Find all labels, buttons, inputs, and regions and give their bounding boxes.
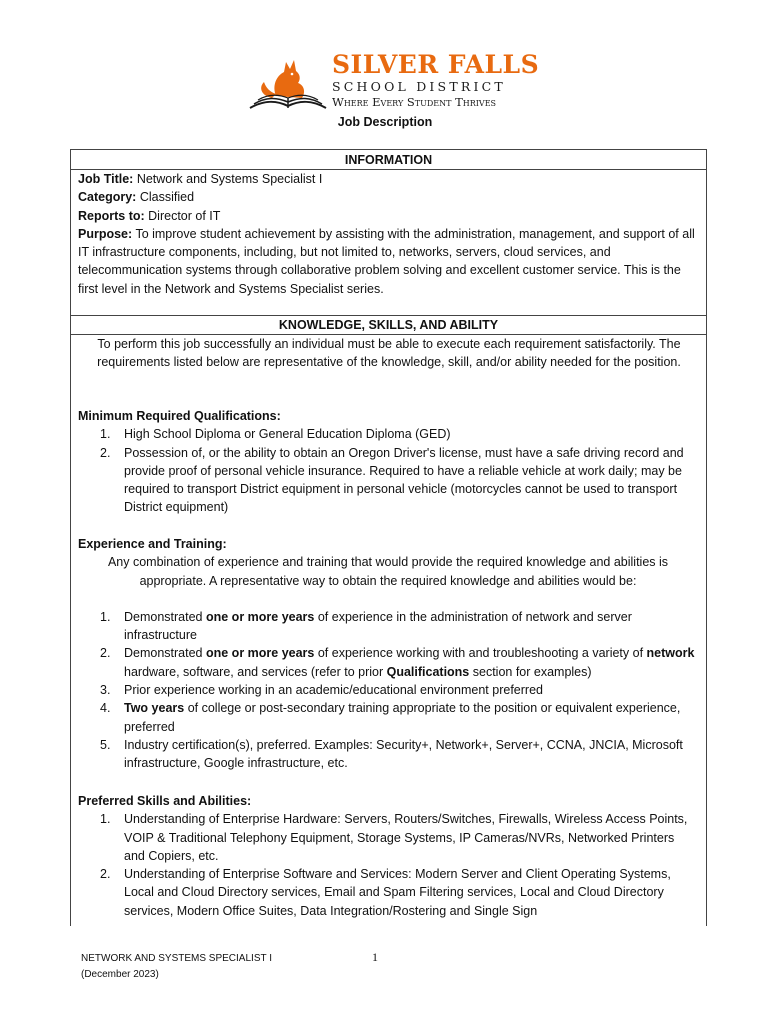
min-quals-heading: Minimum Required Qualifications: — [78, 409, 281, 423]
list-item — [78, 736, 698, 773]
reports-to-value: Director of IT — [148, 208, 221, 223]
preferred-heading: Preferred Skills and Abilities: — [78, 794, 252, 808]
page-number: 1 — [372, 950, 378, 964]
list-number: 5. — [100, 737, 111, 752]
reports-to-label: Reports to: — [78, 208, 145, 223]
list-number: 4. — [100, 701, 111, 716]
reports-to-line — [78, 207, 698, 225]
ksa-heading: KNOWLEDGE, SKILLS, AND ABILITY — [278, 318, 499, 332]
list-text: section for examples) — [469, 664, 592, 679]
list-item — [78, 608, 698, 645]
list-item — [78, 810, 694, 865]
footer — [81, 951, 272, 983]
brand-name: SILVER FALLS — [332, 50, 540, 79]
list-item — [78, 444, 698, 517]
list-text: Demonstrated — [124, 646, 206, 661]
purpose-label: Purpose: — [78, 226, 133, 241]
job-title-line — [78, 170, 698, 188]
job-title-label: Job Title: — [78, 172, 134, 186]
footer-title: NETWORK AND SYSTEMS SPECIALIST I — [81, 953, 272, 964]
list-number: 2. — [100, 867, 111, 882]
list-text: Understanding of Enterprise Hardware: Servers, Routers/Switches, Firewalls, Wireless Access Points, VOIP & Traditional Telephony Equipment, Storage Systems, IP Cameras/NVRs, Networked Printers and Copiers, etc. — [124, 812, 688, 863]
purpose-line — [78, 225, 698, 298]
district-logo — [246, 50, 540, 114]
list-number: 3. — [100, 683, 111, 698]
job-description-table — [70, 149, 707, 926]
list-item — [78, 425, 698, 443]
list-text: of college or post-secondary training appropriate to the position or equivalent experience, preferred — [124, 701, 681, 734]
list-text: Possession of, or the ability to obtain an Oregon Driver's license, must have a safe driving record and provide proof of personal vehicle insurance. Required to have a reliable vehicle at work daily; may be required to transport District equipment in personal vehicle (motorcycles cannot be used to transport District equipment) — [124, 445, 684, 515]
list-text-bold: Two years — [124, 701, 185, 716]
list-text: of experience working with and troubleshooting a variety of — [314, 646, 647, 661]
list-item — [78, 644, 698, 681]
list-item — [78, 699, 698, 736]
min-quals-section — [78, 407, 698, 517]
list-number: 1. — [100, 812, 111, 827]
experience-section — [78, 535, 698, 773]
list-text: Understanding of Enterprise Software and Services: Modern Server and Client Operating Systems, Local and Cloud Directory services, Email and Spam Filtering services, Local and Cloud Directory services, Modern Office Suites, Data Integration/Rostering and Single Sign — [124, 867, 671, 918]
list-text-bold: Qualifications — [386, 664, 470, 679]
purpose-text: To improve student achievement by assisting with the administration, management, and support of all IT infrastructure components, including, but not limited to, networks, servers, cloud services, and telecommunication systems through collaborative problem solving and excellent customer service. This is the first level in the Network and Systems Specialist series. — [78, 226, 695, 296]
document-title: Job Description — [337, 115, 433, 129]
experience-intro: Any combination of experience and training that would provide the required knowledge and abilities is appropriate. A representative way to obtain the required knowledge and abilities would be: — [107, 555, 669, 588]
category-line — [78, 188, 698, 206]
brand-subtitle: SCHOOL DISTRICT — [332, 79, 506, 94]
list-text: Industry certification(s), preferred. Examples: Security+, Network+, Server+, CCNA, JNCIA, Microsoft infrastructure, Google infrastructure, etc. — [124, 737, 683, 771]
list-number: 1. — [100, 609, 111, 624]
job-title-value: Network and Systems Specialist I — [136, 172, 323, 186]
footer-date: (December 2023) — [81, 969, 159, 980]
information-section — [78, 170, 698, 298]
list-number: 2. — [100, 445, 111, 460]
fox-on-book-icon — [246, 52, 332, 112]
list-text: Demonstrated — [124, 609, 206, 624]
information-heading: INFORMATION — [344, 153, 433, 167]
list-text: Prior experience working in an academic/educational environment preferred — [124, 683, 543, 698]
list-text: High School Diploma or General Education Diploma (GED) — [124, 427, 451, 442]
list-text-bold: one or more years — [205, 609, 315, 624]
list-text: of experience in the administration of network and server infrastructure — [124, 609, 632, 643]
ksa-intro: To perform this job successfully an individual must be able to execute each requirement satisfactorily. The requirements listed below are representative of the knowledge, skill, and/or ability needed for the position. — [97, 337, 681, 370]
list-text-bold: network — [646, 646, 695, 661]
list-number: 2. — [100, 646, 111, 661]
list-item — [78, 681, 698, 699]
experience-heading: Experience and Training: — [78, 537, 227, 551]
list-item — [78, 865, 698, 920]
brand-tagline: Where Every Student Thrives — [332, 95, 497, 109]
list-text: hardware, software, and services (refer to prior — [124, 664, 387, 679]
category-value: Classified — [139, 190, 195, 205]
list-text-bold: one or more years — [205, 646, 315, 661]
preferred-section — [78, 792, 698, 920]
category-label: Category: — [78, 190, 137, 205]
list-number: 1. — [100, 427, 111, 442]
